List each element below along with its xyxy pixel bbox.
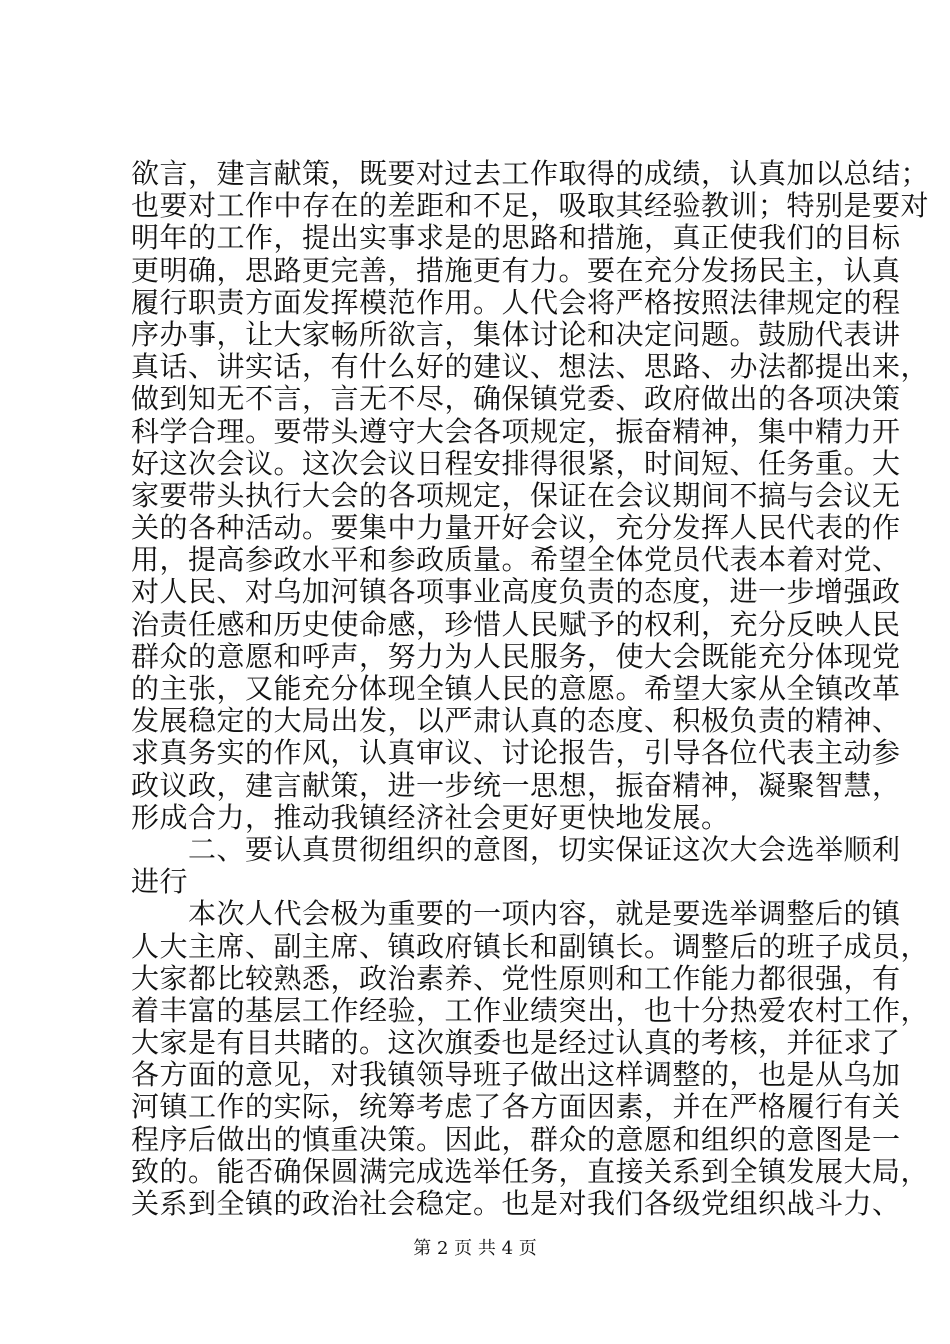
text-line: 大家都比较熟悉，政治素养、党性原则和工作能力都很强，有 <box>131 961 901 995</box>
text-line: 进行 <box>131 865 189 899</box>
text-line: 各方面的意见，对我镇领导班子做出这样调整的，也是从乌加 <box>131 1058 901 1092</box>
text-line: 政议政，建言献策，进一步统一思想，振奋精神，凝聚智慧， <box>131 768 901 802</box>
text-line: 着丰富的基层工作经验，工作业绩突出，也十分热爱农村工作， <box>131 993 930 1027</box>
text-line: 做到知无不言，言无不尽，确保镇党委、政府做出的各项决策 <box>131 382 901 416</box>
text-line: 的主张，又能充分体现全镇人民的意愿。希望大家从全镇改革 <box>131 672 901 705</box>
text-line: 明年的工作，提出实事求是的思路和措施，真正使我们的目标 <box>131 221 901 255</box>
text-line: 关的各种活动。要集中力量开好会议，充分发挥人民代表的作 <box>131 511 901 545</box>
text-line: 真话、讲实话，有什么好的建议、想法、思路、办法都提出来， <box>131 350 930 384</box>
text-line: 家要带头执行大会的各项规定，保证在会议期间不搞与会议无 <box>131 478 901 512</box>
text-line: 群众的意愿和呼声，努力为人民服务，使大会既能充分体现党 <box>131 639 901 673</box>
text-line: 好这次会议。这次会议日程安排得很紧，时间短、任务重。大 <box>131 446 901 480</box>
text-line: 科学合理。要带头遵守大会各项规定，振奋精神，集中精力开 <box>131 414 901 448</box>
text-line: 大家是有目共睹的。这次旗委也是经过认真的考核，并征求了 <box>131 1026 901 1060</box>
body-text <box>131 157 930 1220</box>
text-line: 人大主席、副主席、镇政府镇长和副镇长。调整后的班子成员， <box>131 929 930 963</box>
text-line: 程序后做出的慎重决策。因此，群众的意愿和组织的意图是一 <box>131 1122 901 1156</box>
text-line: 发展稳定的大局出发，以严肃认真的态度、积极负责的精神、 <box>131 704 901 738</box>
text-line: 形成合力，推动我镇经济社会更好更快地发展。 <box>131 800 730 834</box>
text-line: 关系到全镇的政治社会稳定。也是对我们各级党组织战斗力、 <box>131 1187 901 1220</box>
text-line: 河镇工作的实际，统筹考虑了各方面因素，并在严格履行有关 <box>131 1090 901 1124</box>
text-line: 求真务实的作风，认真审议、讨论报告，引导各位代表主动参 <box>131 736 901 770</box>
text-line: 更明确，思路更完善，措施更有力。要在充分发扬民主，认真 <box>131 253 901 287</box>
text-line: 二、要认真贯彻组织的意图，切实保证这次大会选举顺利 <box>131 832 901 866</box>
text-line: 序办事，让大家畅所欲言，集体讨论和决定问题。鼓励代表讲 <box>131 317 901 351</box>
page-footer: 第 2 页 共 4 页 <box>413 1238 537 1259</box>
text-line: 用，提高参政水平和参政质量。希望全体党员代表本着对党、 <box>131 543 901 577</box>
text-line: 致的。能否确保圆满完成选举任务，直接关系到全镇发展大局， <box>131 1154 930 1188</box>
text-line: 对人民、对乌加河镇各项事业高度负责的态度，进一步增强政 <box>131 575 901 609</box>
text-line: 履行职责方面发挥模范作用。人代会将严格按照法律规定的程 <box>131 285 901 319</box>
text-line: 欲言，建言献策，既要对过去工作取得的成绩，认真加以总结； <box>131 157 930 190</box>
text-line: 也要对工作中存在的差距和不足，吸取其经验教训；特别是要对 <box>131 189 930 223</box>
text-line: 治责任感和历史使命感，珍惜人民赋予的权利，充分反映人民 <box>131 607 901 641</box>
text-line: 本次人代会极为重要的一项内容，就是要选举调整后的镇 <box>131 897 901 931</box>
